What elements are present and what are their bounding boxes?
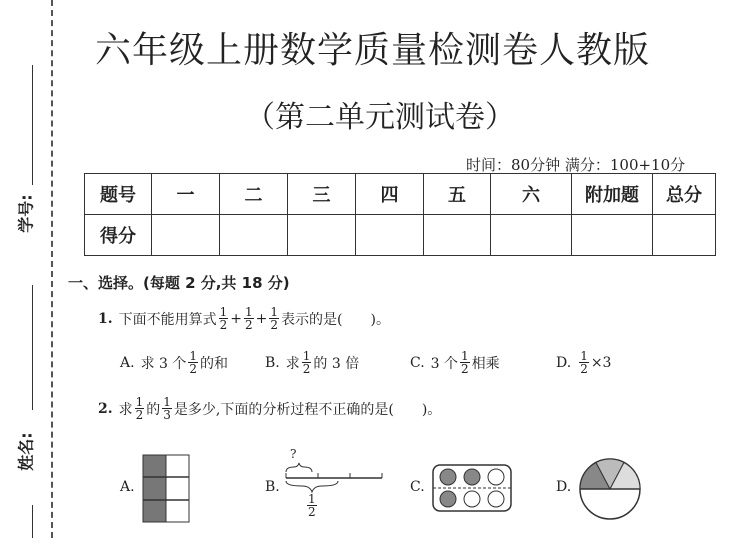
fraction: $\frac{1}{2}$ — [270, 305, 279, 332]
score-input-cell[interactable] — [653, 215, 716, 256]
score-input-cell[interactable] — [424, 215, 491, 256]
score-input-cell[interactable] — [152, 215, 220, 256]
binding-line — [51, 0, 53, 538]
score-cell: 一 — [152, 174, 220, 215]
score-cell: 三 — [288, 174, 356, 215]
name-line — [32, 285, 33, 410]
score-table-score-row — [85, 215, 716, 256]
score-cell: 五 — [424, 174, 491, 215]
fraction: $\frac{1}{2}$ — [135, 395, 144, 422]
question-2: 2. 求 $\frac{1}{2}$ 的 $\frac{1}{3}$ 是多少,下面的分析过程不正确的是( )。 — [98, 395, 442, 422]
fraction: $\frac{1}{2}$ — [461, 349, 469, 376]
section-heading: 一、选择。(每题 2 分,共 18 分) — [68, 274, 290, 292]
q2-option-c-label[interactable]: C. — [410, 479, 425, 495]
score-cell: 总分 — [653, 174, 716, 215]
page-title: 六年级上册数学质量检测卷人教版 — [95, 30, 651, 71]
q2-option-b-fraction: $\frac{1}{2}$ — [308, 492, 316, 519]
score-table-header-row — [85, 174, 716, 215]
name-label: 姓名: — [16, 432, 36, 471]
score-cell: 题号 — [85, 174, 152, 215]
fraction: $\frac{1}{2}$ — [219, 305, 228, 332]
q1-option-d[interactable]: D. $\frac{1}{2}$ ×3 — [556, 349, 612, 376]
q1-option-a[interactable]: A. 求 3 个 $\frac{1}{2}$ 的和 — [120, 349, 229, 376]
q2-option-b-label[interactable]: B. — [265, 479, 280, 495]
fraction: $\frac{1}{2}$ — [245, 305, 253, 332]
question-number: 1. — [98, 310, 113, 327]
question-text: 下面不能用算式 — [118, 311, 217, 328]
fraction: $\frac{1}{2}$ — [189, 349, 198, 376]
score-input-cell[interactable] — [220, 215, 288, 256]
fraction: $\frac{1}{2}$ — [580, 349, 588, 376]
score-cell: 附加题 — [572, 174, 653, 215]
q2-option-d-label[interactable]: D. — [556, 479, 572, 495]
time-info: 时间：80分钟 满分：100+10分 — [466, 156, 686, 174]
q1-option-b[interactable]: B. 求 $\frac{1}{2}$ 的 3 倍 — [265, 349, 360, 376]
q2-option-a-grid — [142, 454, 190, 524]
q2-option-d-circle — [578, 457, 642, 521]
q2-option-b-segment — [282, 460, 384, 498]
student-no-line — [32, 65, 33, 185]
page-subtitle: （第二单元测试卷） — [245, 100, 515, 135]
student-no-label: 学号: — [16, 194, 36, 233]
q1-option-c[interactable]: C. 3 个 $\frac{1}{2}$ 相乘 — [410, 349, 500, 376]
score-input-cell[interactable] — [288, 215, 356, 256]
score-cell: 六 — [491, 174, 572, 215]
fraction: $\frac{1}{3}$ — [163, 395, 171, 422]
q2-option-c-circles — [432, 464, 512, 512]
question-text: 表示的是( )。 — [281, 311, 390, 328]
score-input-cell[interactable] — [356, 215, 424, 256]
score-input-cell[interactable] — [572, 215, 653, 256]
class-line — [32, 505, 33, 538]
question-1: 1. 下面不能用算式 $\frac{1}{2}$ + $\frac{1}{2}$ + $\frac{1}{2}$ 表示的是( )。 — [98, 305, 390, 332]
score-table — [84, 173, 716, 256]
fraction: $\frac{1}{2}$ — [302, 349, 311, 376]
question-number: 2. — [98, 400, 113, 417]
score-cell: 四 — [356, 174, 424, 215]
q2-option-b-question: ? — [290, 447, 297, 461]
q2-option-a-label[interactable]: A. — [120, 479, 135, 495]
score-input-cell[interactable] — [491, 215, 572, 256]
score-row-label: 得分 — [85, 215, 152, 256]
score-cell: 二 — [220, 174, 288, 215]
